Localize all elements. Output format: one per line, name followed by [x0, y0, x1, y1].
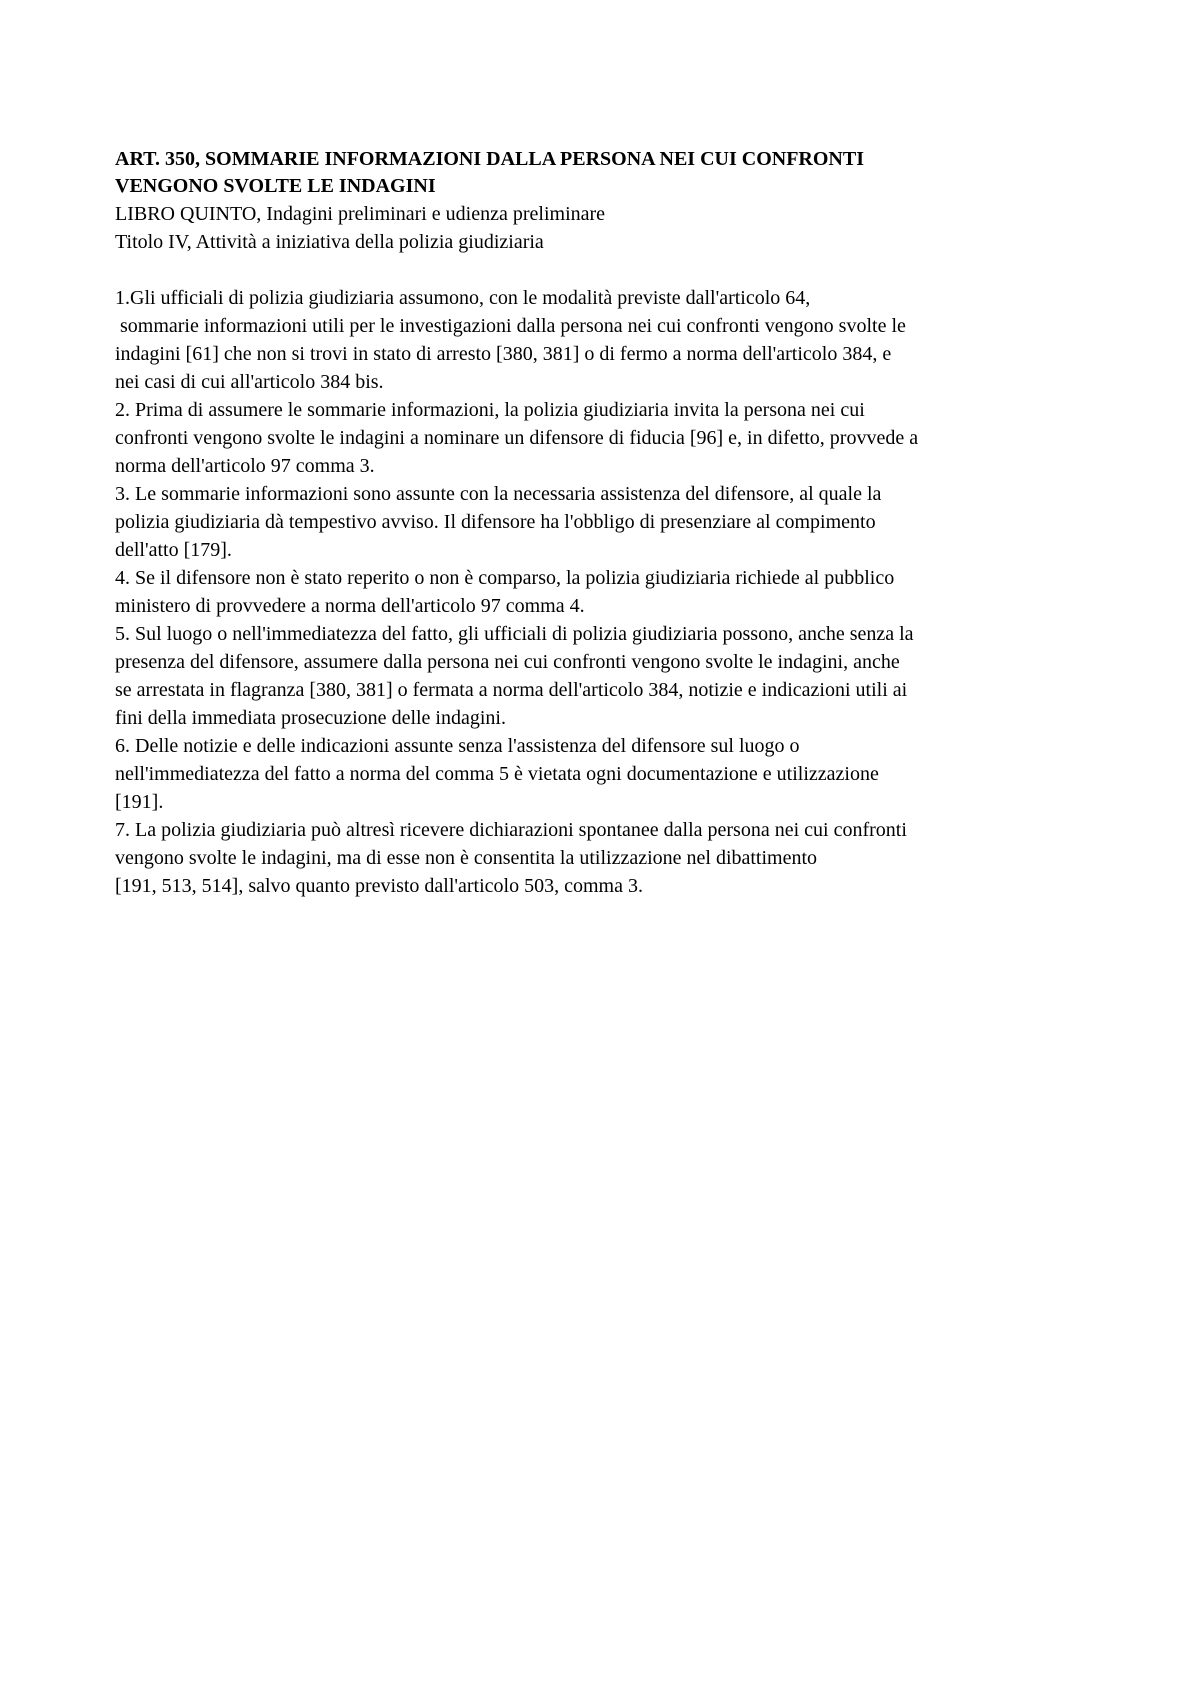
paragraph-line: nell'immediatezza del fatto a norma del comma 5 è vietata ogni documentazione e utilizzazione: [115, 763, 879, 785]
paragraph-line: polizia giudiziaria dà tempestivo avviso. Il difensore ha l'obbligo di presenziare al compimento: [115, 511, 876, 533]
paragraph-comma-7: [115, 816, 1105, 900]
paragraph-line: 3. Le sommarie informazioni sono assunte con la necessaria assistenza del difensore, al quale la: [115, 483, 882, 505]
paragraph-line: [191, 513, 514], salvo quanto previsto dall'articolo 503, comma 3.: [115, 875, 643, 897]
paragraph-line: dell'atto [179].: [115, 539, 232, 561]
paragraph-comma-1: [115, 284, 1105, 396]
paragraph-line: vengono svolte le indagini, ma di esse non è consentita la utilizzazione nel dibattimento: [115, 847, 818, 869]
paragraph-line: 6. Delle notizie e delle indicazioni assunte senza l'assistenza del difensore sul luogo o: [115, 735, 800, 757]
paragraph-comma-2: [115, 396, 1105, 480]
paragraph-line: 4. Se il difensore non è stato reperito o non è comparso, la polizia giudiziaria richiede al pubblico: [115, 567, 895, 589]
paragraph-line: 1.Gli ufficiali di polizia giudiziaria assumono, con le modalità previste dall'articolo 64,: [115, 287, 811, 309]
paragraph-line: confronti vengono svolte le indagini a nominare un difensore di fiducia [96] e, in difetto, provvede a: [115, 427, 919, 449]
article-title-line: ART. 350, SOMMARIE INFORMAZIONI DALLA PERSONA NEI CUI CONFRONTI: [115, 148, 864, 170]
paragraph-line: fini della immediata prosecuzione delle indagini.: [115, 707, 506, 729]
paragraph-line: [191].: [115, 791, 164, 813]
paragraph-line: presenza del difensore, assumere dalla persona nei cui confronti vengono svolte le indagini, anche: [115, 651, 900, 673]
section-heading: Titolo IV, Attività a iniziativa della polizia giudiziaria: [115, 231, 544, 253]
paragraph-line: ministero di provvedere a norma dell'articolo 97 comma 4.: [115, 595, 585, 617]
paragraph-line: norma dell'articolo 97 comma 3.: [115, 455, 375, 477]
paragraph-comma-5: [115, 620, 1105, 732]
paragraph-comma-6: [115, 732, 1105, 816]
article-title-line: VENGONO SVOLTE LE INDAGINI: [115, 175, 436, 197]
paragraph-line: 2. Prima di assumere le sommarie informazioni, la polizia giudiziaria invita la persona nei cui: [115, 399, 865, 421]
paragraph-line: 7. La polizia giudiziaria può altresì ricevere dichiarazioni spontanee dalla persona nei cui confronti: [115, 819, 907, 841]
paragraph-comma-3: [115, 480, 1105, 564]
paragraph-comma-4: [115, 564, 1105, 620]
document-content: [115, 146, 1105, 900]
paragraph-line: nei casi di cui all'articolo 384 bis.: [115, 371, 384, 393]
article-title: [115, 146, 1105, 200]
paragraph-line: sommarie informazioni utili per le investigazioni dalla persona nei cui confronti vengono svolte le: [115, 315, 906, 337]
book-heading: LIBRO QUINTO, Indagini preliminari e udienza preliminare: [115, 203, 606, 225]
paragraph-line: 5. Sul luogo o nell'immediatezza del fatto, gli ufficiali di polizia giudiziaria possono, anche senza la: [115, 623, 914, 645]
blank-line: [115, 256, 1105, 284]
paragraph-line: indagini [61] che non si trovi in stato di arresto [380, 381] o di fermo a norma dell'articolo 384, e: [115, 343, 892, 365]
paragraph-line: se arrestata in flagranza [380, 381] o fermata a norma dell'articolo 384, notizie e indicazioni utili ai: [115, 679, 908, 701]
